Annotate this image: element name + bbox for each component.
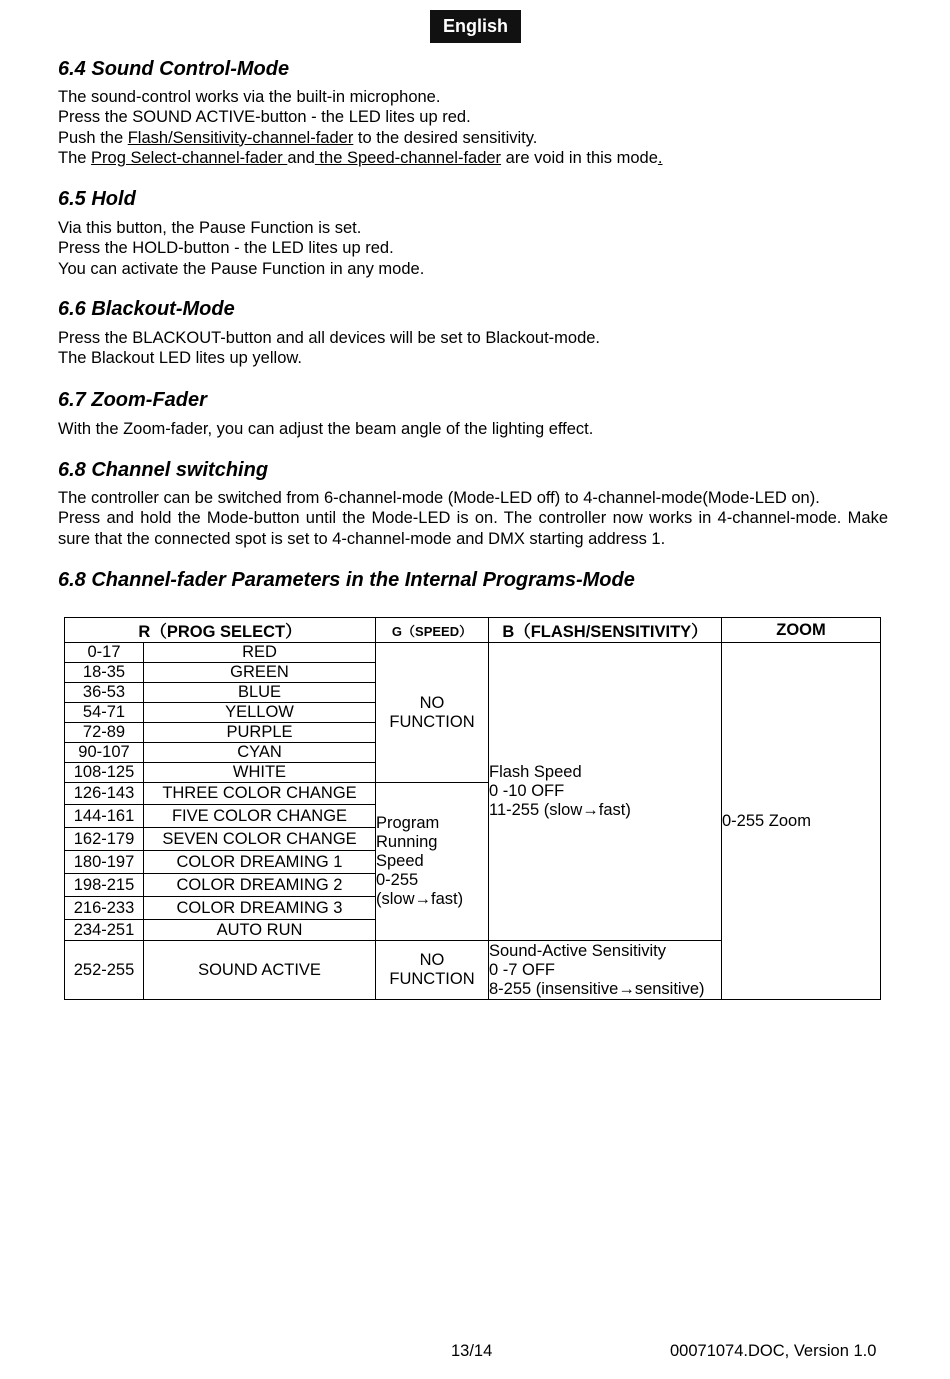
range-cell: 126-143 (65, 783, 144, 805)
program-cell: FIVE COLOR CHANGE (144, 805, 376, 828)
range-cell: 180-197 (65, 851, 144, 874)
text: FUNCTION (389, 712, 475, 731)
paragraph-line: With the Zoom-fader, you can adjust the beam angle of the lighting effect. (58, 420, 594, 438)
section-title-6-5: 6.5 Hold (58, 188, 136, 210)
text: Sound-Active Sensitivity (489, 941, 666, 960)
header-zoom: ZOOM (722, 618, 881, 643)
program-cell: AUTO RUN (144, 920, 376, 941)
text: 0 -10 OFF (489, 782, 565, 800)
program-cell: BLUE (144, 683, 376, 703)
paragraph-line (58, 128, 663, 148)
text: 8-255 (insensitive→sensitive) (489, 979, 705, 998)
range-cell: 162-179 (65, 828, 144, 851)
program-cell: COLOR DREAMING 2 (144, 874, 376, 897)
program-cell: YELLOW (144, 703, 376, 723)
paragraph-line: The sound-control works via the built-in microphone. (58, 88, 441, 106)
header-flash-sensitivity: B（FLASH/SENSITIVITY） (489, 618, 722, 643)
header-speed: G（SPEED） (376, 618, 489, 643)
text: 11-255 (slow→fast) (489, 801, 631, 819)
range-cell: 0-17 (65, 643, 144, 663)
section-body-6-6 (58, 328, 600, 369)
section-body-6-4 (58, 87, 663, 168)
program-cell: SEVEN COLOR CHANGE (144, 828, 376, 851)
program-cell: SOUND ACTIVE (144, 941, 376, 1000)
range-cell: 54-71 (65, 703, 144, 723)
program-cell: PURPLE (144, 723, 376, 743)
range-cell: 198-215 (65, 874, 144, 897)
section-body-6-7 (58, 419, 593, 439)
program-cell: CYAN (144, 743, 376, 763)
paragraph-line: The controller can be switched from 6-channel-mode (Mode-LED off) to 4-channel-mode(Mode-LED on). (58, 489, 820, 507)
text: Flash Speed (489, 763, 582, 781)
text: NO (419, 693, 445, 712)
paragraph-line: Press the HOLD-button - the LED lites up red. (58, 239, 394, 258)
text: 0 -7 OFF (489, 960, 556, 979)
sensitivity-cell (489, 941, 722, 1000)
text: and (287, 148, 315, 167)
range-cell: 108-125 (65, 763, 144, 783)
underlined-term: . (657, 148, 663, 167)
underlined-term: the Speed-channel-fader (314, 148, 502, 167)
text: FUNCTION (389, 970, 475, 988)
section-title-6-7: 6.7 Zoom-Fader (58, 389, 207, 411)
program-cell: THREE COLOR CHANGE (144, 783, 376, 805)
range-cell: 252-255 (65, 941, 144, 1000)
text: Running (376, 833, 438, 851)
paragraph-line: The Blackout LED lites up yellow. (58, 349, 302, 368)
text: Push the (58, 128, 128, 147)
underlined-term: Prog Select-channel-fader (91, 148, 288, 167)
speed-no-function-cell (376, 643, 489, 783)
section-body-6-8 (58, 488, 888, 549)
document-version: 00071074.DOC, Version 1.0 (670, 1342, 877, 1360)
paragraph-line: Press the SOUND ACTIVE-button - the LED lites up red. (58, 108, 471, 127)
language-badge: English (430, 10, 521, 43)
table-row (65, 643, 881, 663)
program-cell: RED (144, 643, 376, 663)
table-header-row (65, 618, 881, 643)
range-cell: 216-233 (65, 897, 144, 920)
section-title-6-4: 6.4 Sound Control-Mode (58, 58, 290, 80)
range-cell: 90-107 (65, 743, 144, 763)
paragraph-line: Press the BLACKOUT-button and all devices will be set to Blackout-mode. (58, 329, 601, 347)
header-prog-select: R（PROG SELECT） (65, 618, 376, 643)
paragraph-line: Via this button, the Pause Function is set. (58, 219, 362, 237)
flash-speed-cell (489, 643, 722, 941)
program-cell: WHITE (144, 763, 376, 783)
range-cell: 234-251 (65, 920, 144, 941)
underlined-term: Flash/Sensitivity-channel-fader (127, 128, 354, 147)
section-title-6-8: 6.8 Channel switching (58, 459, 269, 481)
text: are void in this mode (501, 148, 658, 167)
range-cell: 36-53 (65, 683, 144, 703)
zoom-value-cell: 0-255 Zoom (722, 643, 881, 1000)
text: 0-255 (376, 871, 419, 889)
text: to the desired sensitivity. (353, 128, 538, 147)
paragraph-line: You can activate the Pause Function in any mode. (58, 259, 425, 278)
paragraph-line (58, 148, 663, 168)
speed-program-cell (376, 783, 489, 941)
speed-no-function-cell (376, 941, 489, 1000)
program-cell: COLOR DREAMING 1 (144, 851, 376, 874)
section-title-6-6: 6.6 Blackout-Mode (58, 298, 235, 320)
program-cell: COLOR DREAMING 3 (144, 897, 376, 920)
section-title-6-8-parameters: 6.8 Channel-fader Parameters in the Internal Programs-Mode (58, 569, 635, 591)
page-number: 13/14 (451, 1342, 493, 1360)
range-cell: 18-35 (65, 663, 144, 683)
text: Speed (376, 852, 424, 870)
channel-parameter-table (64, 617, 881, 1000)
range-cell: 144-161 (65, 805, 144, 828)
paragraph-justified: Press and hold the Mode-button until the Mode-LED is on. The controller now works in 4-channel-mode. Make sure that the connected spot is set to 4-channel-mode and DMX starting address 1. (58, 509, 888, 548)
text: Program (376, 814, 440, 832)
text: NO (419, 951, 445, 969)
text: (slow→fast) (376, 890, 464, 908)
range-cell: 72-89 (65, 723, 144, 743)
program-cell: GREEN (144, 663, 376, 683)
section-body-6-5 (58, 218, 424, 279)
text: The (58, 148, 92, 167)
